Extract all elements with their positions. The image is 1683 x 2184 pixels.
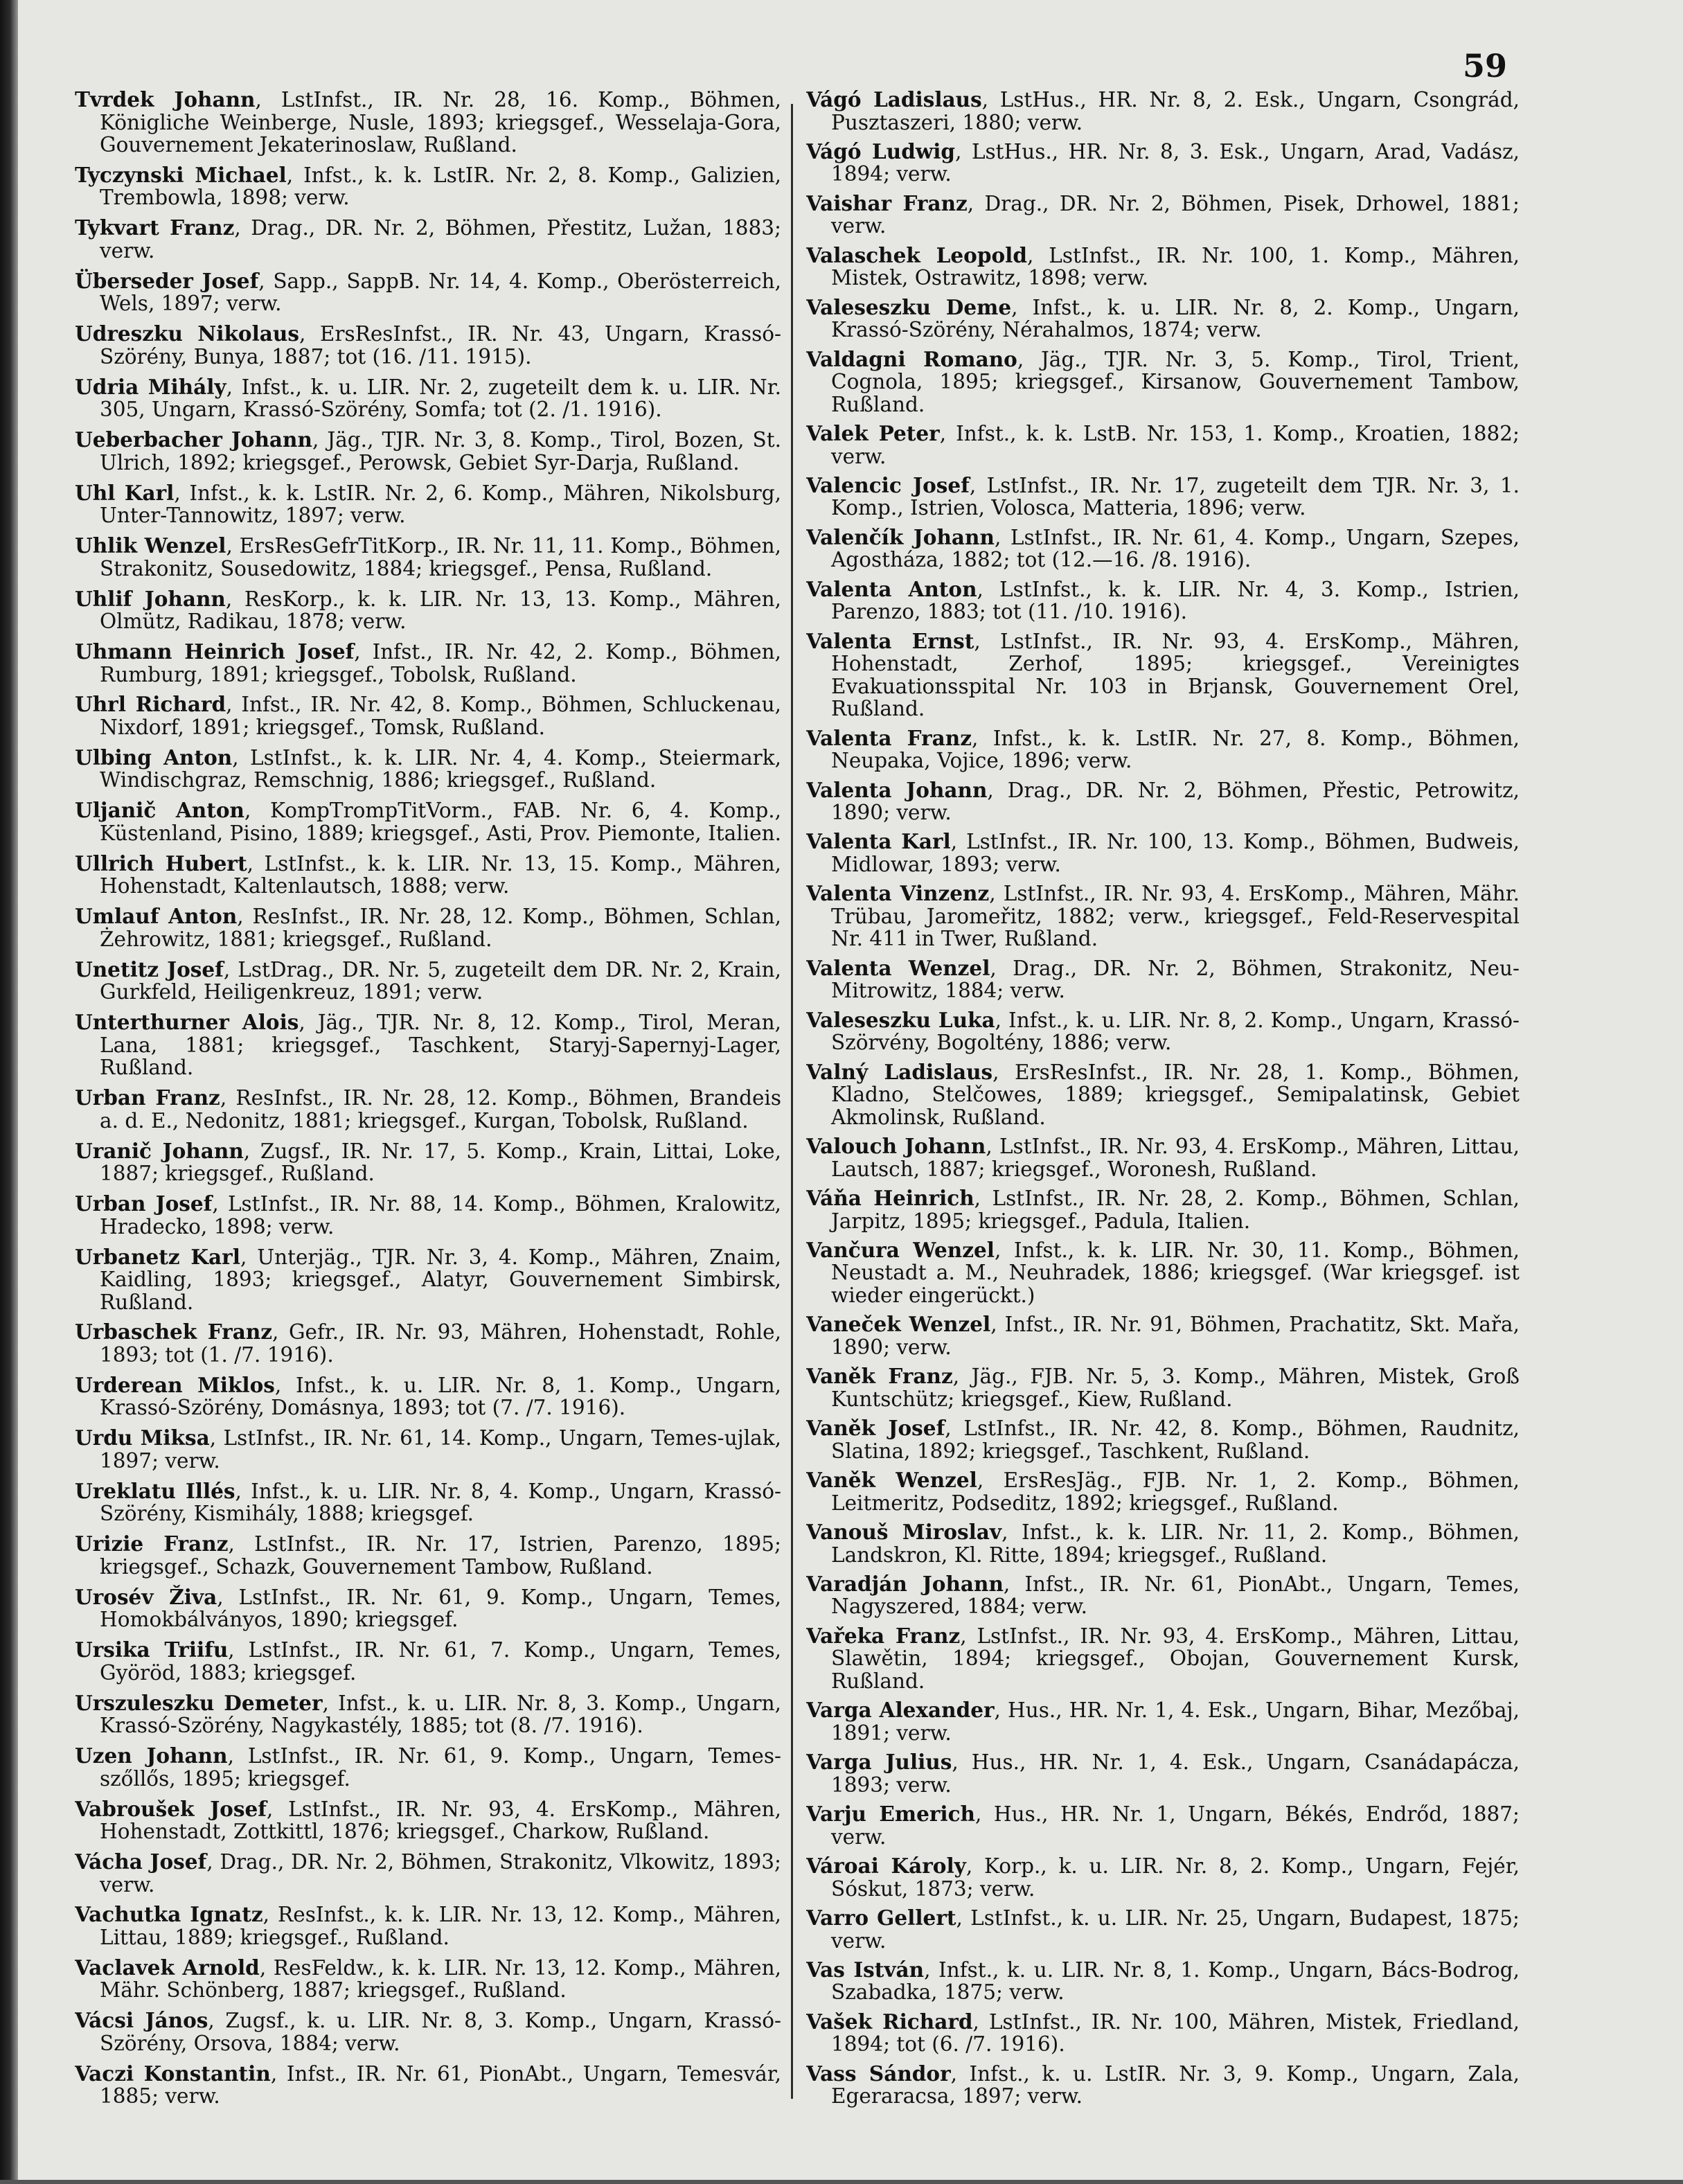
entry-details: , ResKorp., k. k. LIR. Nr. 13, 13. Komp., Mähren, Olmütz, Radikau, 1878; verw. <box>100 587 781 634</box>
entry-details: , Unterjäg., TJR. Nr. 3, 4. Komp., Mähren, Znaim, Kaidling, 1893; kriegsgef., Alatyr, Gouvernement Simbirsk, Rußland. <box>100 1245 781 1314</box>
entry-details: , Jäg., TJR. Nr. 3, 8. Komp., Tirol, Bozen, St. Ulrich, 1892; kriegsgef., Perowsk, Gebiet Syr-Darja, Rußland. <box>100 428 781 474</box>
casualty-entry <box>75 1798 781 1843</box>
casualty-entry <box>75 535 781 580</box>
entry-name: Urszuleszku Demeter <box>75 1690 323 1715</box>
entry-name: Udria Mihály <box>75 374 226 399</box>
entry-name: Unetitz Josef <box>75 957 224 982</box>
entry-details: , ResFeldw., k. k. LIR. Nr. 13, 12. Komp., Mähren, Mähr. Schönberg, 1887; kriegsgef., Rußland. <box>100 1955 781 2003</box>
entry-details: , Jäg., TJR. Nr. 3, 5. Komp., Tirol, Trient, Cognola, 1895; kriegsgef., Kirsanow, Gouvernement Tambow, Rußland. <box>831 347 1520 416</box>
entry-details: , Drag., DR. Nr. 2, Böhmen, Přestic, Petrowitz, 1890; verw. <box>831 778 1520 825</box>
casualty-entry <box>75 1140 781 1185</box>
entry-details: , ErsResGefrTitKorp., IR. Nr. 11, 11. Komp., Böhmen, Strakonitz, Sousedowitz, 1884; kriegsgef., Pensa, Rußland. <box>100 534 781 580</box>
casualty-entry <box>806 1313 1520 1358</box>
entry-details: , Drag., DR. Nr. 2, Böhmen, Pisek, Drhowel, 1881; verw. <box>831 191 1520 238</box>
entry-name: Urban Franz <box>75 1085 220 1110</box>
casualty-entry <box>806 727 1520 772</box>
entry-name: Vančura Wenzel <box>806 1237 995 1262</box>
entry-name: Uhlik Wenzel <box>75 533 226 558</box>
entry-name: Varga Alexander <box>806 1698 995 1723</box>
casualty-entry <box>75 641 781 686</box>
casualty-entry <box>75 2063 781 2108</box>
entry-details: , ResInfst., k. k. LIR. Nr. 13, 12. Komp., Mähren, Littau, 1889; kriegsgef., Rußland. <box>100 1903 781 1949</box>
casualty-entry <box>75 1374 781 1419</box>
entry-name: Valencic Josef <box>806 472 970 497</box>
entry-details: , ErsResInfst., IR. Nr. 28, 1. Komp., Böhmen, Kladno, Stelčowes, 1889; kriegsgef., Semipalatinsk, Gebiet Akmolinsk, Rußland. <box>831 1060 1520 1129</box>
casualty-entry <box>806 2063 1520 2108</box>
casualty-entry <box>75 482 781 527</box>
casualty-entry <box>806 630 1520 720</box>
entry-details: , LstInfst., IR. Nr. 93, 4. ErsKomp., Mähren, Mähr. Trübau, Jaromeřitz, 1882; verw., kriegsgef., Feld-Reservespital Nr. 411 in Twer, Rußland. <box>831 882 1520 951</box>
entry-details: , Infst., IR. Nr. 42, 2. Komp., Böhmen, Rumburg, 1891; kriegsgef., Tobolsk, Rußland. <box>100 640 781 686</box>
entry-name: Vaneček Wenzel <box>806 1312 991 1337</box>
entry-details: , LstDrag., DR. Nr. 5, zugeteilt dem DR. Nr. 2, Krain, Gurkfeld, Heiligenkreuz, 1891; verw. <box>100 957 781 1004</box>
entry-details: , LstInfst., IR. Nr. 61, 7. Komp., Ungarn, Temes, Györöd, 1883; kriegsgef. <box>100 1638 781 1685</box>
casualty-entry <box>806 1699 1520 1744</box>
casualty-entry <box>806 1803 1520 1848</box>
casualty-entry <box>75 429 781 474</box>
entry-details: , Infst., k. k. LstIR. Nr. 27, 8. Komp., Böhmen, Neupaka, Vojice, 1896; verw. <box>831 726 1520 773</box>
entry-details: , ResInfst., IR. Nr. 28, 12. Komp., Böhmen, Schlan, Żehrowitz, 1881; kriegsgef., Rußland. <box>100 905 781 951</box>
entry-name: Vaněk Franz <box>806 1364 953 1389</box>
entry-details: , Zugsf., IR. Nr. 17, 5. Komp., Krain, Littai, Loke, 1887; kriegsgef., Rußland. <box>100 1139 781 1186</box>
entry-details: , LstHus., HR. Nr. 8, 2. Esk., Ungarn, Csongrád, Pusztaszeri, 1880; verw. <box>831 89 1520 134</box>
entry-name: Vaczi Konstantin <box>75 2061 271 2086</box>
casualty-entry <box>806 1187 1520 1232</box>
casualty-entry <box>75 270 781 315</box>
casualty-entry <box>75 693 781 738</box>
entry-details: , Infst., IR. Nr. 91, Böhmen, Prachatitz, Skt. Mařa, 1890; verw. <box>831 1313 1520 1359</box>
entry-name: Varga Julius <box>806 1750 952 1775</box>
entry-name: Varro Gellert <box>806 1906 956 1930</box>
entry-name: Unterthurner Alois <box>75 1010 299 1035</box>
entry-name: Urbanetz Karl <box>75 1244 240 1269</box>
entry-details: , LstInfst., IR. Nr. 88, 14. Komp., Böhmen, Kralowitz, Hradecko, 1898; verw. <box>100 1192 781 1239</box>
entry-name: Vas István <box>806 1957 925 1982</box>
entry-details: , Infst., k. u. LIR. Nr. 8, 1. Komp., Ungarn, Krassó-Szörény, Domásnya, 1893; tot (7. /7. 1916). <box>100 1373 781 1420</box>
entry-details: , LstInfst., k. k. LIR. Nr. 13, 15. Komp., Mähren, Hohenstadt, Kaltenlautsch, 1888; verw. <box>100 851 781 898</box>
entry-name: Vácsi János <box>75 2008 208 2033</box>
entry-name: Valdagni Romano <box>806 346 1017 371</box>
entry-details: , Infst., IR. Nr. 42, 8. Komp., Böhmen, Schluckenau, Nixdorf, 1891; kriegsgef., Tomsk, Rußland. <box>100 693 781 739</box>
casualty-entry <box>75 1480 781 1525</box>
entry-details: , ResInfst., IR. Nr. 28, 12. Komp., Böhmen, Brandeis a. d. E., Nedonitz, 1881; kriegsgef., Kurgan, Tobolsk, Rußland. <box>100 1086 781 1133</box>
casualty-entry <box>806 423 1520 468</box>
casualty-entry <box>806 1365 1520 1410</box>
casualty-entry <box>806 1061 1520 1129</box>
entry-name: Vašek Richard <box>806 2009 973 2034</box>
casualty-entry <box>75 1193 781 1238</box>
casualty-entry <box>806 1521 1520 1566</box>
entry-name: Valeseszku Luka <box>806 1007 995 1032</box>
casualty-entry <box>75 1427 781 1472</box>
entry-details: , LstHus., HR. Nr. 8, 3. Esk., Ungarn, Arad, Vadász, 1894; verw. <box>831 139 1520 186</box>
entry-name: Ullrich Hubert <box>75 851 247 876</box>
entry-name: Ursika Triifu <box>75 1637 229 1662</box>
entry-details: , LstInfst., IR. Nr. 61, 4. Komp., Ungarn, Szepes, Agostháza, 1882; tot (12.—16. /8. 1916). <box>831 525 1520 572</box>
entry-name: Valenta Anton <box>806 576 977 601</box>
entry-details: , LstInfst., IR. Nr. 93, 4. ErsKomp., Mähren, Hohenstadt, Zottkittl, 1876; kriegsgef., Charkow, Rußland. <box>100 1797 781 1844</box>
casualty-entry <box>806 190 1520 238</box>
entry-name: Uhl Karl <box>75 480 175 505</box>
entry-name: Vass Sándor <box>806 2061 951 2086</box>
entry-details: , LstInfst., IR. Nr. 100, 13. Komp., Böhmen, Budweis, Midlowar, 1893; verw. <box>831 830 1520 876</box>
column-divider <box>791 104 793 2099</box>
entry-name: Vařeka Franz <box>806 1623 961 1648</box>
entry-details: , Infst., k. k. LIR. Nr. 11, 2. Komp., Böhmen, Landskron, Kl. Ritte, 1894; kriegsgef., Rußland. <box>831 1520 1520 1567</box>
entry-details: , Korp., k. u. LIR. Nr. 8, 2. Komp., Ungarn, Fejér, Sóskut, 1873; verw. <box>831 1854 1520 1901</box>
entry-details: , LstInfst., IR. Nr. 28, 2. Komp., Böhmen, Schlan, Jarpitz, 1895; kriegsgef., Padula, Italien. <box>831 1187 1520 1233</box>
entry-name: Uzen Johann <box>75 1743 228 1768</box>
entry-details: , LstInfst., k. u. LIR. Nr. 25, Ungarn, Budapest, 1875; verw. <box>831 1906 1520 1953</box>
entry-details: , Hus., HR. Nr. 1, 4. Esk., Ungarn, Csanádapácza, 1893; verw. <box>831 1750 1520 1797</box>
entry-name: Vachutka Ignatz <box>75 1902 263 1927</box>
casualty-entry <box>75 1087 781 1132</box>
casualty-entry <box>75 799 781 844</box>
book-spine-shadow <box>0 0 18 2184</box>
entry-name: Uhmann Heinrich Josef <box>75 639 355 664</box>
entry-name: Ueberbacher Johann <box>75 427 312 452</box>
entry-name: Udreszku Nikolaus <box>75 321 299 346</box>
entry-name: Vaněk Wenzel <box>806 1468 977 1493</box>
casualty-entry <box>75 1533 781 1578</box>
entry-details: , LstInfst., k. k. LIR. Nr. 4, 3. Komp., Istrien, Parenzo, 1883; tot (11. /10. 1916). <box>831 577 1520 624</box>
casualty-entry <box>806 578 1520 623</box>
casualty-entry <box>75 959 781 1004</box>
entry-details: , ErsResInfst., IR. Nr. 43, Ungarn, Krassó-Szörény, Bunya, 1887; tot (16. /11. 1915). <box>100 322 781 369</box>
casualty-entry <box>75 323 781 368</box>
entry-details: , Jäg., FJB. Nr. 5, 3. Komp., Mähren, Mistek, Groß Kuntschütz; kriegsgef., Kiew, Rußland. <box>831 1365 1520 1411</box>
entry-name: Valenta Ernst <box>806 628 974 653</box>
entry-name: Valenta Vinzenz <box>806 881 990 906</box>
casualty-entry <box>75 905 781 950</box>
casualty-entry <box>806 1625 1520 1693</box>
entry-name: Varju Emerich <box>806 1802 975 1827</box>
entry-details: , Infst., k. k. LstIR. Nr. 2, 8. Komp., Galizien, Trembowla, 1898; verw. <box>100 163 781 210</box>
entry-details: , Infst., k. u. LstIR. Nr. 3, 9. Komp., Ungarn, Zala, Egeraracsa, 1897; verw. <box>831 2061 1520 2108</box>
entry-details: , Zugsf., k. u. LIR. Nr. 8, 3. Komp., Ungarn, Krassó-Szörény, Orsova, 1884; verw. <box>100 2009 781 2055</box>
entry-name: Urdu Miksa <box>75 1426 210 1450</box>
casualty-entry <box>75 89 781 157</box>
casualty-entry <box>806 1959 1520 2004</box>
entry-details: , KompTrompTitVorm., FAB. Nr. 6, 4. Komp., Küstenland, Pisino, 1889; kriegsgef., Asti, Prov. Piemonte, Italien. <box>100 799 781 845</box>
casualty-entry <box>75 1246 781 1314</box>
entry-details: , LstInfst., IR. Nr. 93, 4. ErsKomp., Mähren, Littau, Lautsch, 1887; kriegsgef., Woronesh, Rußland. <box>831 1135 1520 1181</box>
entry-details: , LstInfst., IR. Nr. 17, Istrien, Parenzo, 1895; kriegsgef., Schazk, Gouvernement Tambow, Rußland. <box>100 1532 781 1579</box>
entry-details: , LstInfst., IR. Nr. 61, 9. Komp., Ungarn, Temes, Homokbálványos, 1890; kriegsgef. <box>100 1585 781 1632</box>
entry-details: , Infst., k. k. LstB. Nr. 153, 1. Komp., Kroatien, 1882; verw. <box>831 422 1520 468</box>
entry-details: , Drag., DR. Nr. 2, Böhmen, Strakonitz, Vlkowitz, 1893; verw. <box>100 1850 781 1897</box>
entry-name: Valenta Karl <box>806 829 951 854</box>
entry-name: Valný Ladislaus <box>806 1059 993 1084</box>
entry-details: , LstInfst., IR. Nr. 61, 9. Komp., Ungarn, Temes-szőllős, 1895; kriegsgef. <box>100 1744 781 1791</box>
entry-name: Valenta Franz <box>806 725 972 750</box>
entry-name: Urderean Miklos <box>75 1372 275 1397</box>
casualty-entry <box>806 1907 1520 1952</box>
entry-name: Vanouš Miroslav <box>806 1520 1002 1545</box>
entry-name: Urosév Živa <box>75 1584 217 1609</box>
entry-name: Vácha Josef <box>75 1849 207 1874</box>
page-number: 59 <box>1462 47 1507 85</box>
casualty-entry <box>806 141 1520 186</box>
entry-name: Vároai Károly <box>806 1854 966 1879</box>
casualty-entry <box>75 1957 781 2002</box>
casualty-entry <box>806 1009 1520 1054</box>
entry-name: Valaschek Leopold <box>806 242 1027 267</box>
casualty-entry <box>806 882 1520 950</box>
entry-name: Valenčík Johann <box>806 524 995 549</box>
casualty-entry <box>806 1239 1520 1307</box>
right-column <box>806 89 1520 2108</box>
casualty-entry <box>75 2009 781 2054</box>
entry-details: , Infst., k. u. LIR. Nr. 8, 1. Komp., Ungarn, Bács-Bodrog, Szabadka, 1875; verw. <box>831 1957 1520 2005</box>
casualty-entry <box>75 1011 781 1079</box>
entry-details: , LstInfst., IR. Nr. 61, 14. Komp., Ungarn, Temes-ujlak, 1897; verw. <box>100 1426 781 1473</box>
entry-name: Uhlif Johann <box>75 586 226 611</box>
entry-name: Valenta Johann <box>806 777 988 802</box>
entry-name: Vaishar Franz <box>806 190 968 215</box>
entry-name: Uljanič Anton <box>75 798 244 823</box>
entry-name: Tyczynski Michael <box>75 162 287 187</box>
casualty-entry <box>75 1903 781 1948</box>
entry-details: , Infst., k. u. LIR. Nr. 8, 2. Komp., Ungarn, Krassó-Szörény, Nérahalmos, 1874; verw. <box>831 295 1520 342</box>
entry-details: , Infst., k. u. LIR. Nr. 8, 4. Komp., Ungarn, Krassó-Szörény, Kismihály, 1888; kriegsgef. <box>100 1479 781 1526</box>
casualty-entry <box>806 1417 1520 1462</box>
entry-name: Valek Peter <box>806 421 940 446</box>
entry-name: Urban Josef <box>75 1191 213 1216</box>
entry-details: , Infst., IR. Nr. 61, PionAbt., Ungarn, Temesvár, 1885; verw. <box>100 2061 781 2108</box>
casualty-entry <box>806 348 1520 416</box>
entry-name: Valouch Johann <box>806 1134 986 1159</box>
entry-details: , LstInfst., k. k. LIR. Nr. 4, 4. Komp., Steiermark, Windischgraz, Remschnig, 1886; kriegsgef., Rußland. <box>100 745 781 792</box>
casualty-entry <box>75 1745 781 1790</box>
casualty-entry <box>806 2011 1520 2056</box>
entry-name: Urizie Franz <box>75 1532 229 1556</box>
casualty-entry <box>806 474 1520 520</box>
casualty-entry <box>806 89 1520 134</box>
casualty-entry <box>75 853 781 898</box>
entry-name: Urbaschek Franz <box>75 1320 273 1344</box>
casualty-entry <box>75 217 781 262</box>
casualty-entry <box>806 296 1520 341</box>
entry-name: Vágó Ludwig <box>806 139 956 163</box>
casualty-entry <box>806 1469 1520 1514</box>
entry-details: , ErsResJäg., FJB. Nr. 1, 2. Komp., Böhmen, Leitmeritz, Podseditz, 1892; kriegsgef., Rußland. <box>831 1468 1520 1515</box>
casualty-entry <box>806 831 1520 876</box>
casualty-entry <box>806 526 1520 571</box>
entry-details: , Sapp., SappB. Nr. 14, 4. Komp., Oberösterreich, Wels, 1897; verw. <box>100 269 781 316</box>
entry-name: Tykvart Franz <box>75 215 235 240</box>
entry-name: Valenta Wenzel <box>806 955 990 980</box>
entry-name: Überseder Josef <box>75 268 259 293</box>
casualty-entry <box>806 1573 1520 1618</box>
entry-details: , Drag., DR. Nr. 2, Böhmen, Přestitz, Lužan, 1883; verw. <box>100 216 781 263</box>
entry-details: , LstInfst., IR. Nr. 100, 1. Komp., Mähren, Mistek, Ostrawitz, 1898; verw. <box>831 243 1520 290</box>
entry-details: , Hus., HR. Nr. 1, Ungarn, Békés, Endrőd, 1887; verw. <box>831 1802 1520 1849</box>
casualty-entry <box>75 1851 781 1896</box>
entry-name: Váňa Heinrich <box>806 1186 974 1211</box>
entry-name: Varadján Johann <box>806 1571 1004 1596</box>
page-bottom-edge <box>0 2180 1683 2184</box>
entry-details: , Infst., k. k. LstIR. Nr. 2, 6. Komp., Mähren, Nikolsburg, Unter-Tannowitz, 1897; verw. <box>100 481 781 528</box>
casualty-entry <box>75 376 781 421</box>
casualty-entry <box>806 242 1520 290</box>
entry-details: , Infst., k. u. LIR. Nr. 2, zugeteilt dem k. u. LIR. Nr. 305, Ungarn, Krassó-Szörény, Somfa; tot (2. /1. 1916). <box>100 375 781 422</box>
entry-name: Vabroušek Josef <box>75 1796 267 1821</box>
entry-details: , LstInfst., IR. Nr. 17, zugeteilt dem TJR. Nr. 3, 1. Komp., Istrien, Volosca, Matteria, 1896; verw. <box>831 473 1520 520</box>
entry-name: Vágó Ladislaus <box>806 89 982 112</box>
entry-details: , LstInfst., IR. Nr. 28, 16. Komp., Böhmen, Königliche Weinberge, Nusle, 1893; kriegsgef., Wesselaja-Gora, Gouvernement Jekaterinoslaw, Rußland. <box>100 89 781 157</box>
entry-name: Vaclavek Arnold <box>75 1955 260 1980</box>
entry-name: Uranič Johann <box>75 1138 244 1163</box>
entry-details: , LstInfst., IR. Nr. 100, Mähren, Mistek, Friedland, 1894; tot (6. /7. 1916). <box>831 2009 1520 2057</box>
entry-name: Valeseszku Deme <box>806 294 1012 319</box>
casualty-entry <box>806 1751 1520 1796</box>
entry-details: , LstInfst., IR. Nr. 93, 4. ErsKomp., Mähren, Hohenstadt, Zerhof, 1895; kriegsgef., Vereinigtes Evakuationsspital Nr. 103 in Brjansk, Gouvernement Orel, Rußland. <box>831 629 1520 721</box>
entry-name: Umlauf Anton <box>75 904 238 929</box>
entry-details: , LstInfst., IR. Nr. 93, 4. ErsKomp., Mähren, Littau, Slawětin, 1894; kriegsgef., Obojan, Gouvernement Kursk, Rußland. <box>831 1624 1520 1693</box>
casualty-entry <box>806 957 1520 1002</box>
casualty-entry <box>75 164 781 209</box>
casualty-entry <box>75 1586 781 1631</box>
casualty-entry <box>75 1639 781 1684</box>
entry-name: Vaněk Josef <box>806 1416 945 1441</box>
casualty-entry <box>75 1692 781 1737</box>
entry-details: , Drag., DR. Nr. 2, Böhmen, Strakonitz, Neu-Mitrowitz, 1884; verw. <box>831 956 1520 1003</box>
casualty-entry <box>806 1855 1520 1900</box>
entry-details: , LstInfst., IR. Nr. 42, 8. Komp., Böhmen, Raudnitz, Slatina, 1892; kriegsgef., Taschkent, Rußland. <box>831 1417 1520 1463</box>
entry-details: , Infst., k. u. LIR. Nr. 8, 3. Komp., Ungarn, Krassó-Szörény, Nagykastély, 1885; tot (8. /7. 1916). <box>100 1691 781 1738</box>
entry-name: Uhrl Richard <box>75 692 226 717</box>
casualty-entry <box>75 1321 781 1366</box>
entry-details: , Jäg., TJR. Nr. 8, 12. Komp., Tirol, Meran, Lana, 1881; kriegsgef., Taschkent, Staryj-Sapernyj-Lager, Rußland. <box>100 1011 781 1080</box>
entry-name: Tvrdek Johann <box>75 89 256 112</box>
left-column <box>75 89 781 2108</box>
entry-details: , Hus., HR. Nr. 1, 4. Esk., Ungarn, Bihar, Mezőbaj, 1891; verw. <box>831 1698 1520 1745</box>
entry-name: Ureklatu Illés <box>75 1478 235 1503</box>
entry-details: , Infst., k. u. LIR. Nr. 8, 2. Komp., Ungarn, Krassó-Szörvény, Bogoltény, 1886; verw. <box>831 1008 1520 1055</box>
entry-details: , Gefr., IR. Nr. 93, Mähren, Hohenstadt, Rohle, 1893; tot (1. /7. 1916). <box>100 1320 781 1367</box>
casualty-entry <box>806 779 1520 824</box>
casualty-entry <box>806 1135 1520 1180</box>
casualty-entry <box>75 747 781 792</box>
entry-details: , Infst., k. k. LIR. Nr. 30, 11. Komp., Böhmen, Neustadt a. M., Neuhradek, 1886; kriegsgef. (War kriegsgef. ist wieder eingerückt.) <box>831 1238 1520 1307</box>
casualty-entry <box>75 588 781 633</box>
entry-details: , Infst., IR. Nr. 61, PionAbt., Ungarn, Temes, Nagyszered, 1884; verw. <box>831 1572 1520 1619</box>
entry-name: Ulbing Anton <box>75 745 233 770</box>
